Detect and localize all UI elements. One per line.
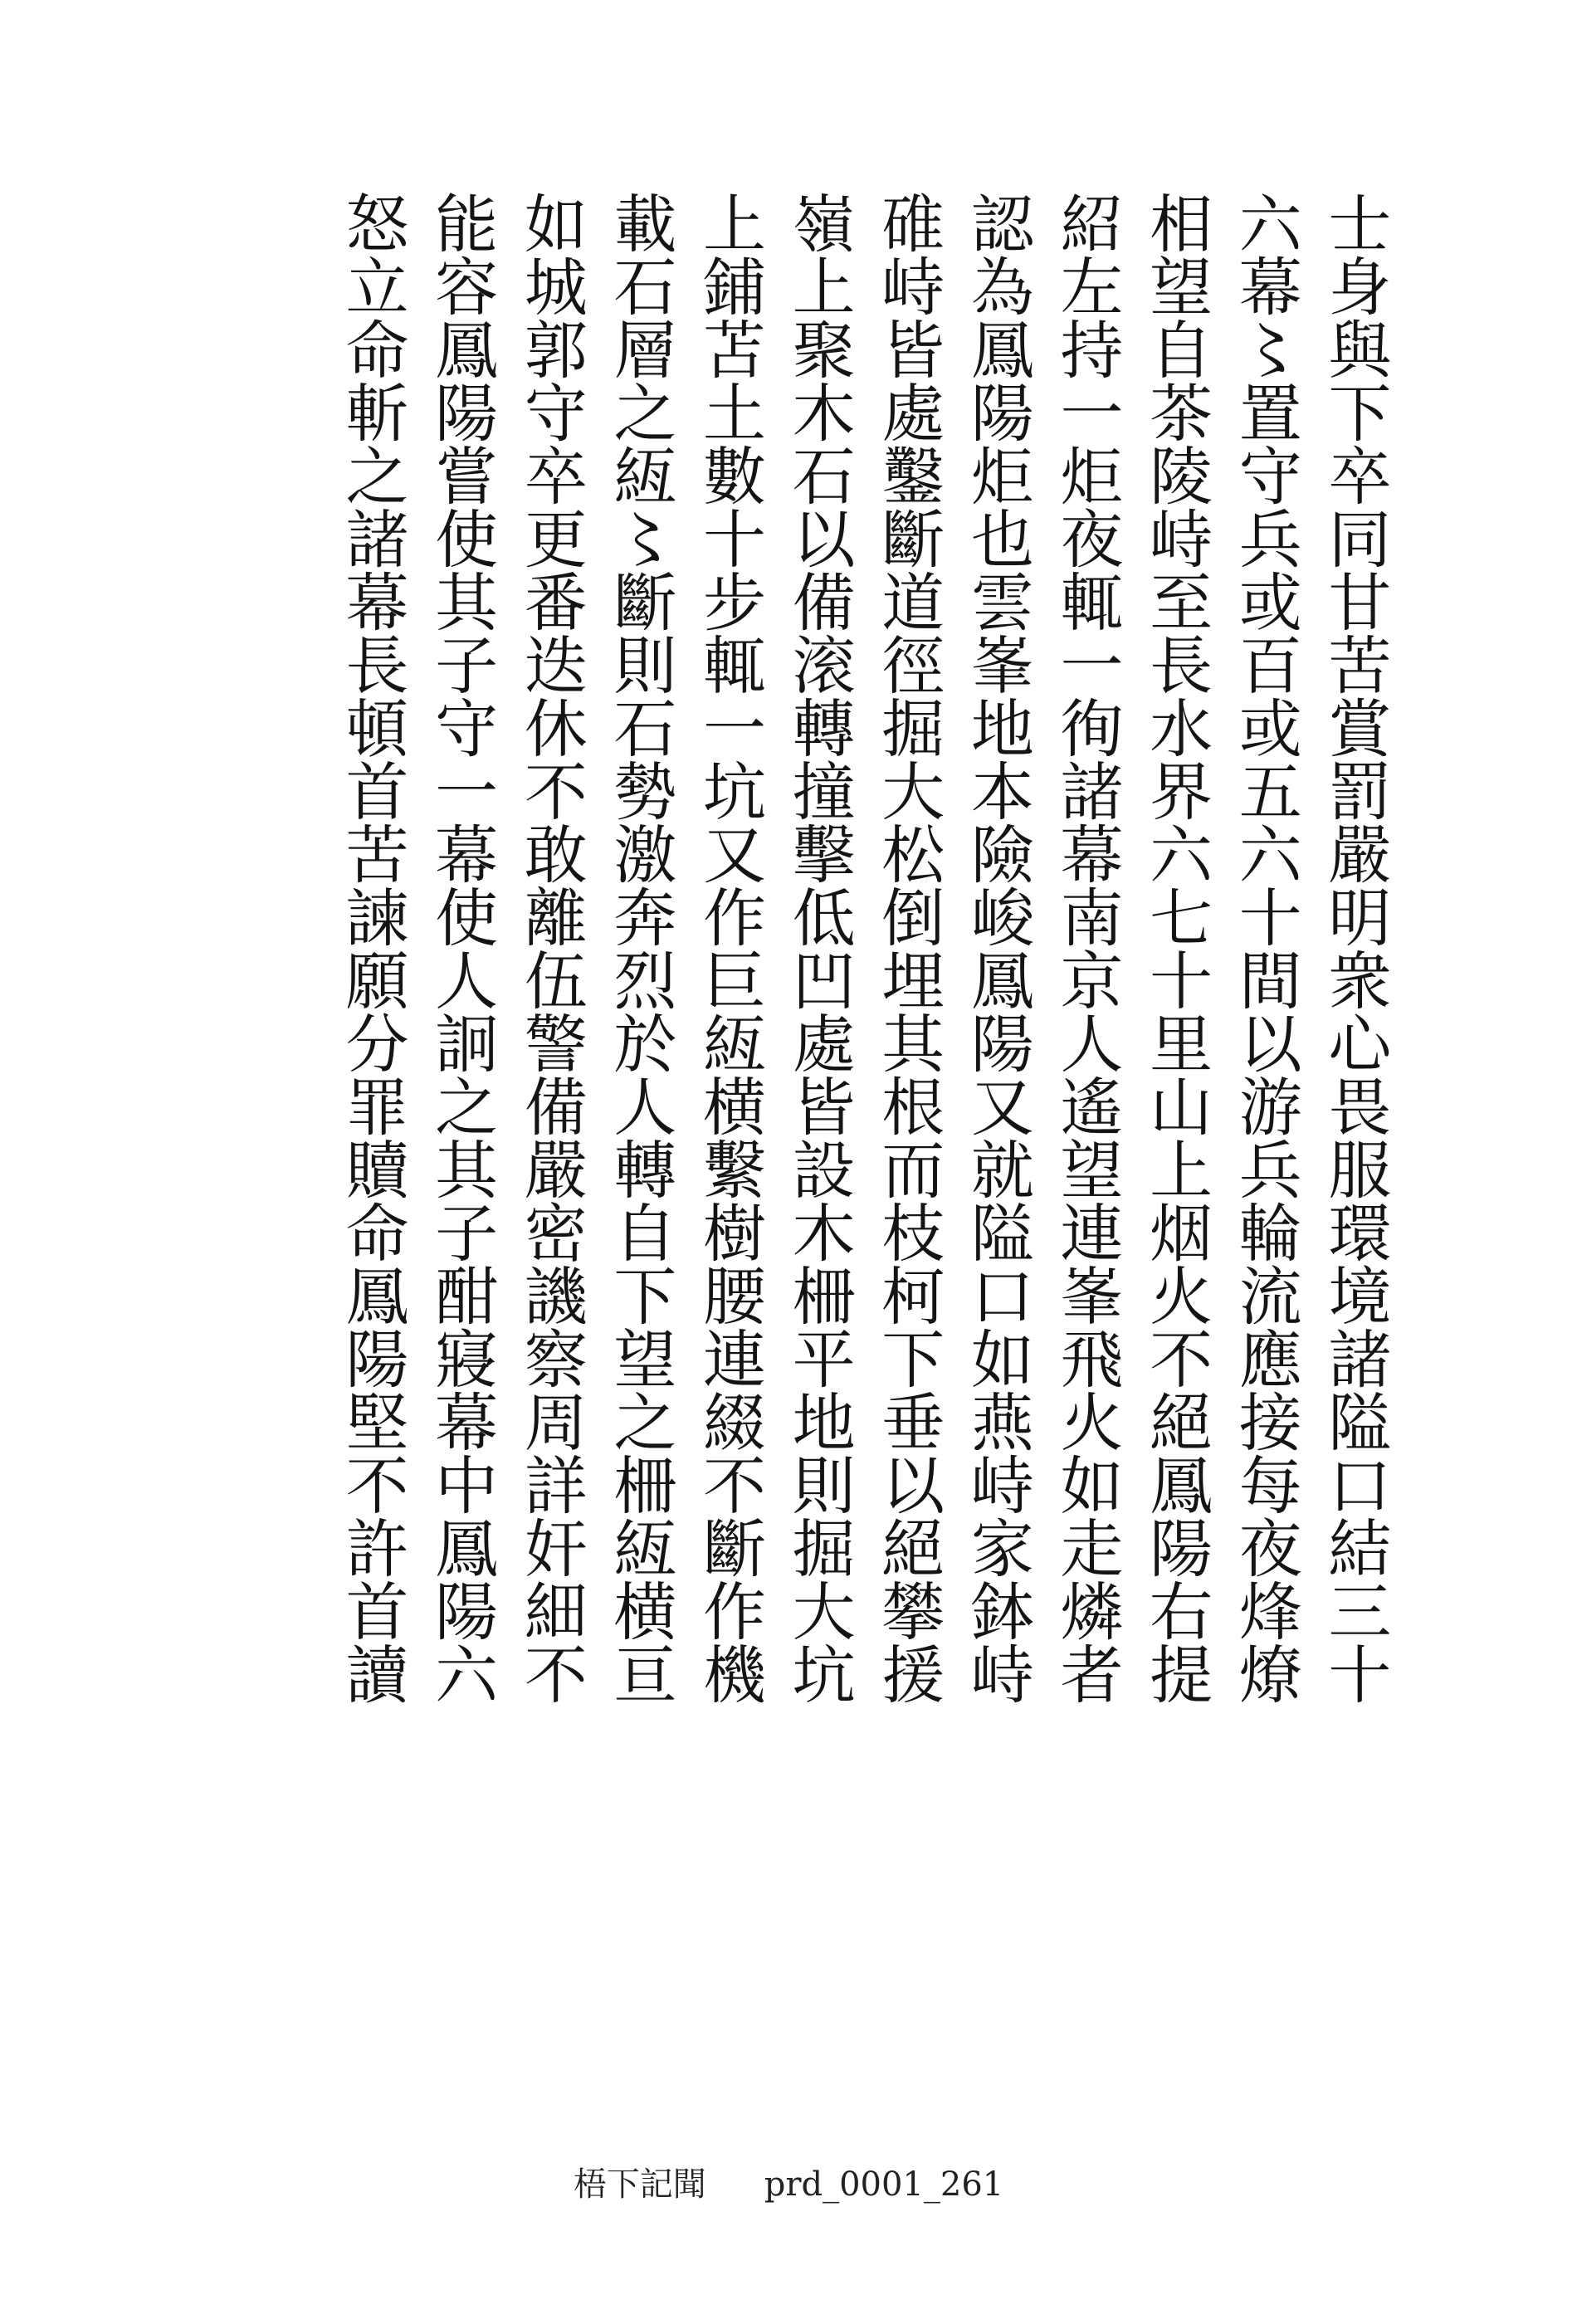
text-column-2: 六幕〻置守兵或百或五六十間以游兵輪流應接每夜烽燎 [1228, 191, 1303, 1705]
text-column-7: 嶺上聚木石以備滚轉撞擊低凹處皆設木柵平地則掘大坑 [782, 191, 857, 1705]
text-column-6: 碓峙皆處鑿斷道徑掘大松倒埋其根而枝柯下垂以絕攀援 [871, 191, 945, 1705]
text-column-5: 認為鳳陽炬也雲峯地本險峻鳳陽又就隘口如燕峙家鉢峙 [960, 191, 1035, 1705]
text-column-3: 相望自茶陵峙至長水界六七十里山上烟火不絕鳳陽右提 [1139, 191, 1213, 1705]
text-column-11: 能容鳳陽嘗使其子守一幕使人詗之其子酣寢幕中鳳陽六 [424, 191, 499, 1705]
text-column-4: 紹左持一炬夜輒一徇諸幕南京人遙望連峯飛火如走燐者 [1050, 191, 1124, 1705]
book-title: 梧下記聞 [573, 2165, 706, 2204]
text-column-9: 載石層之絚〻斷則石勢激奔烈於人轉自下望之柵絚横亘 [603, 191, 677, 1705]
text-column-1: 士身與下卒同甘苦賞罰嚴明衆心畏服環境諸隘口結三十 [1317, 191, 1392, 1705]
text-column-10: 如城郭守卒更番迭休不敢離伍警備嚴密譏察周詳奸細不 [514, 191, 588, 1705]
page-identifier: prd_0001_261 [764, 2165, 1004, 2204]
vertical-text-block [332, 191, 1394, 1834]
text-column-12: 怒立命斬之諸幕長頓首苦諫願分罪贖命鳳陽堅不許首讀 [335, 191, 409, 1705]
text-column-8: 上鋪苫土數十步輒一坑又作巨絚横繫樹腰連綴不斷作機 [692, 191, 767, 1705]
page-footer [0, 2158, 1577, 2205]
